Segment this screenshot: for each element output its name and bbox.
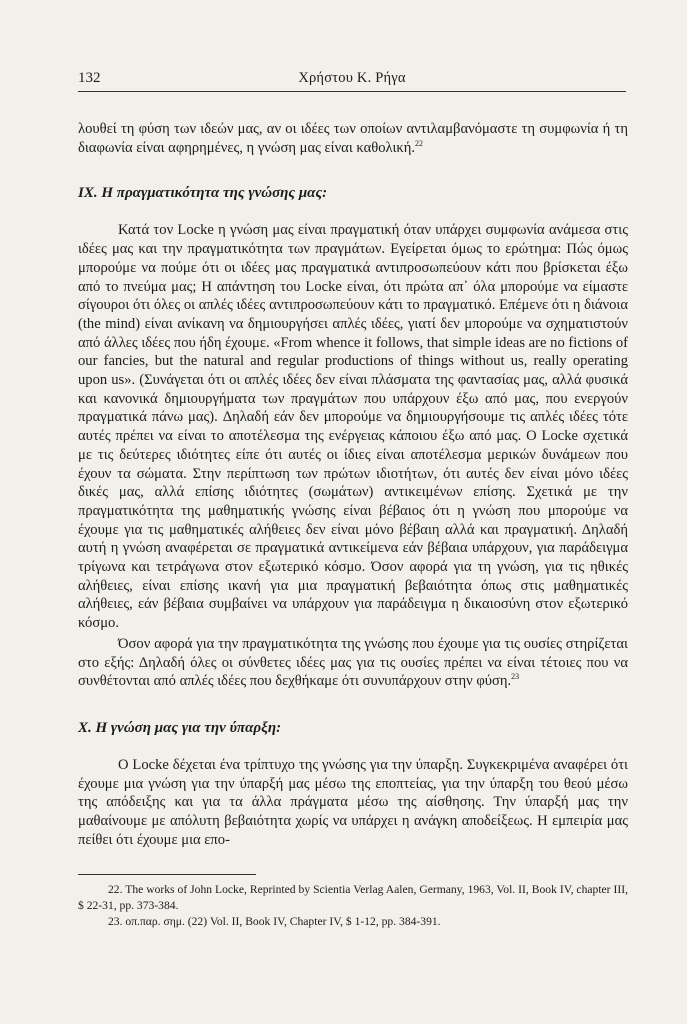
- footnote-rule: [78, 874, 256, 875]
- section-heading-x: Χ. Η γνώση μας για την ύπαρξη:: [78, 719, 282, 736]
- footnotes: [78, 882, 628, 930]
- footnote-ref-23: 23: [511, 672, 520, 682]
- header-rule: [78, 91, 626, 92]
- intro-paragraph: [78, 120, 628, 157]
- page-header: [78, 70, 626, 92]
- footnote-23: 23. οπ.παρ. σημ. (22) Vol. II, Book IV, Chapter IV, $ 1-12, pp. 384-391.: [108, 915, 441, 928]
- section-heading-ix: IX. Η πραγματικότητα της γνώσης μας:: [78, 185, 328, 202]
- page-number: 132: [78, 70, 101, 86]
- footnote-22: 22. The works of John Locke, Reprinted by Scientia Verlag Aalen, Germany, 1963, Vol. II, Book IV, chapter III, $ 22-31, pp. 373-384.: [78, 883, 628, 912]
- footnote-ref-22: 22: [415, 138, 424, 148]
- main-text: [78, 120, 628, 850]
- section-ix-paragraph-2: [78, 635, 628, 691]
- running-title: Χρήστου Κ. Ρήγα: [298, 70, 406, 86]
- intro-text: λουθεί τη φύση των ιδεών μας, αν οι ιδέες των οποίων αντιλαμβανόμαστε τη συμφωνία ή τη διαφωνία είναι αφηρημένες, η γνώση μας είναι καθολική.: [78, 121, 628, 156]
- section-ix-paragraph-1: Κατά τον Locke η γνώση μας είναι πραγματική όταν υπάρχει συμφωνία ανάμεσα στις ιδέες μας και την πραγματικότητα των πραγμάτων. Εγείρεται όμως το ερώτημα: Πώς όμως μπορούμε να πούμε ότι οι ιδέες μας πραγματικά αντιπροσωπεύουν κάτι που βρίσκεται έξω από το πνεύμα μας; Η απάντηση του Locke είναι, ότι πρώτα απ᾽ όλα μπορούμε να είμαστε σίγουροι ότι όλες οι απλές ιδέες αντιπροσωπεύουν κάτι το πραγματικό. Επέμενε ότι η διάνοια (the mind) είναι ανίκανη να δημιουργήσει απλές ιδέες, γιατί δεν μπορούμε να σχηματιστούν από άλλες ιδέες που ήδη έχουμε. «From whence it follows, that simple ideas are no fictions of our fancies, but the natural and regular productions of things without us, really operating upon us». (Συνάγεται ότι οι απλές ιδέες δεν είναι πλάσματα της φαντασίας μας, αλλά φυσικά και κανονικά δημιουργήματα των πραγμάτων που υπάρχουν έξω από μας, που ενεργούν πραγματικά πάνω μας). Δηλαδή εάν δεν μπορούμε να δημιουργήσουμε τις απλές ιδέες τότε αυτές πρέπει να είναι το αποτέλεσμα της ενέργειας κάποιου έξω από μας. Ο Locke σχετικά με τις δεύτερες ιδιότητες είπε ότι αυτές οι ίδιες είναι αποτέλεσμα μερικών δυνάμεων που έχουν τα σώματα. Στην περίπτωση των πρώτων ιδιοτήτων, ότι αυτές δεν είναι μόνο ιδέες δικές μας, αλλά επίσης ιδιότητες (σωμάτων) αντικειμένων επίσης. Σχετικά με την πραγματικότητα της μαθηματικής γνώσης είναι βέβαιος ότι η γνώση που μπορούμε να έχουμε για τις μαθηματικές αλήθειες δεν είναι μόνο βέβαιη αλλά και πραγματική. Δηλαδή αυτή η γνώση αναφέρεται σε πραγματικά αντικείμενα εάν βέβαια υπάρχουν, για παράδειγμα τρίγωνα και τετράγωνα στον εξωτερικό κόσμο. Όσον αφορά για τη γνώση, για τις ηθικές αλήθειες, είναι επίσης ικανή για μια πραγματική βεβαιότητα όπως στις μαθηματικές αλήθειες, εάν βέβαια συμβαίνει να υπάρχουν για παράδειγμα η δικαιοσύνη στον εξωτερικό κόσμο.: [78, 222, 628, 632]
- section-x-paragraph-1: Ο Locke δέχεται ένα τρίπτυχο της γνώσης για την ύπαρξη. Συγκεκριμένα αναφέρει ότι έχουμε μια γνώση για την ύπαρξή μας μέσω της εποπτείας, για την ύπαρξη του θεού μέσω της απόδειξης και για τα άλλα πράγματα μέσω της αίσθησης. Την ύπαρξή μας την μαθαίνουμε με απόλυτη βεβαιότητα χωρίς να υπάρχει η ανάγκη αποδείξεως. Η εμπειρία μας πείθει ότι έχουμε μια επο-: [78, 756, 628, 848]
- section-ix-paragraph-2-text: Όσον αφορά για την πραγματικότητα της γνώσης που έχουμε για τις ουσίες στηρίζεται στο εξής: Δηλαδή όλες οι σύνθετες ιδέες μας για τις ουσίες πρέπει να είναι τέτοιες που να συνθέτονται από απλές ιδέες που δεχθήκαμε ότι συνυπάρχουν στην φύση.: [78, 635, 628, 690]
